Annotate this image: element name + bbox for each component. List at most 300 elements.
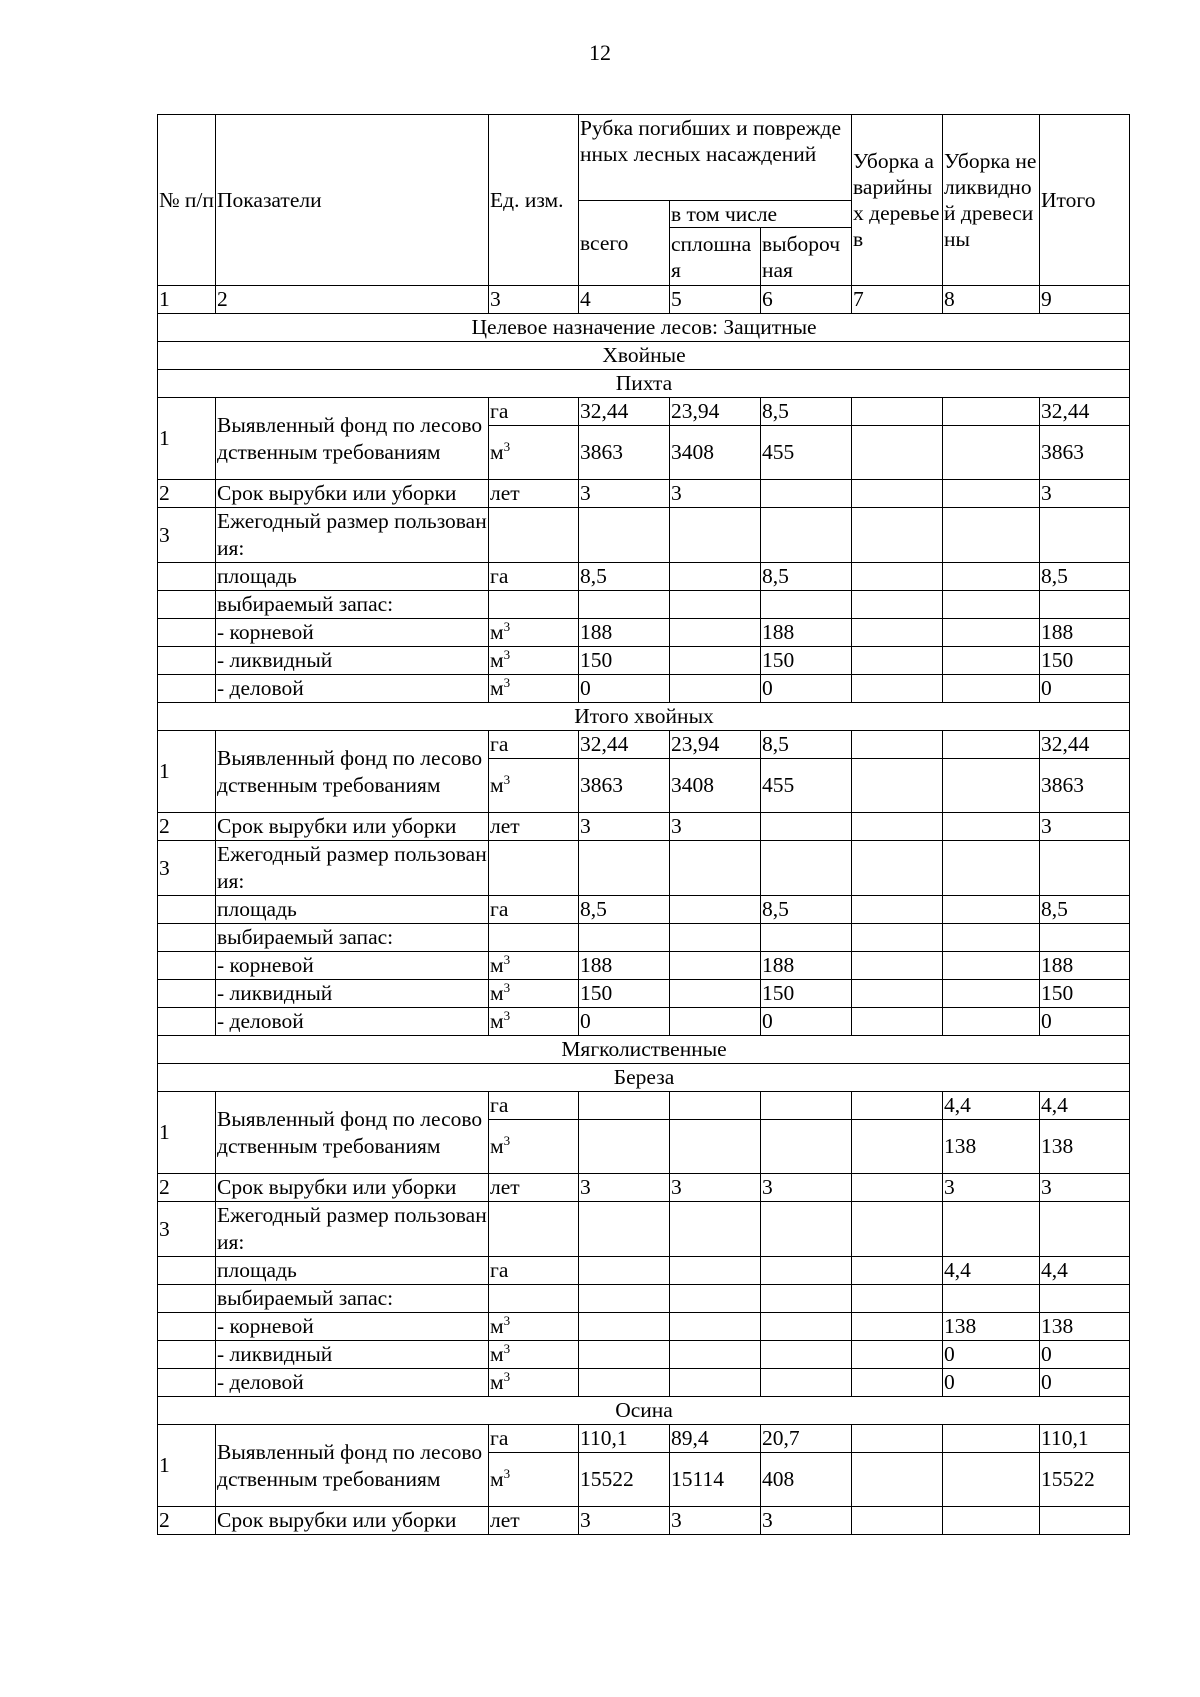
table-row: [158, 480, 1130, 508]
table-row: [158, 619, 1130, 647]
value-cell: [670, 896, 761, 924]
row-number: 3: [158, 508, 216, 563]
value-cell: [943, 813, 1040, 841]
value-cell: [670, 1341, 761, 1369]
empty-cell: [1040, 924, 1130, 952]
value-cell: [943, 1507, 1040, 1535]
empty-cell: [489, 1202, 579, 1257]
row-number: 1: [158, 1425, 216, 1507]
section-title: Мягколиственные: [158, 1036, 1130, 1064]
value-cell: 4,4: [943, 1257, 1040, 1285]
unit-cell: [489, 1507, 579, 1535]
header-clear: сплошная: [670, 228, 761, 286]
indicator-label: площадь: [216, 1257, 489, 1285]
unit-cell: [489, 980, 579, 1008]
value-cell: [670, 952, 761, 980]
empty-cell: [1040, 841, 1130, 896]
value-cell: 0: [1040, 1008, 1130, 1036]
empty-cell: [579, 508, 670, 563]
value-cell: [943, 731, 1040, 759]
row-number: [158, 896, 216, 924]
empty-cell: [1040, 1285, 1130, 1313]
value-cell: [852, 980, 943, 1008]
value-cell: [852, 1507, 943, 1535]
indicator-label: Выявленный фонд по лесоводственным требованиям: [216, 398, 489, 480]
value-cell: 3863: [579, 426, 670, 480]
value-cell: 23,94: [670, 731, 761, 759]
unit-cell: [489, 952, 579, 980]
table-row: [158, 1425, 1130, 1453]
indicator-label: Срок вырубки или уборки: [216, 480, 489, 508]
table-row: [158, 841, 1130, 896]
row-number: [158, 591, 216, 619]
value-cell: 3: [761, 1507, 852, 1535]
value-cell: [943, 759, 1040, 813]
value-cell: [943, 398, 1040, 426]
value-cell: 0: [579, 675, 670, 703]
value-cell: [761, 480, 852, 508]
value-cell: 150: [579, 980, 670, 1008]
empty-cell: [579, 924, 670, 952]
value-cell: 0: [1040, 675, 1130, 703]
column-number: 3: [489, 286, 579, 314]
table-row: [158, 703, 1130, 731]
empty-cell: [489, 841, 579, 896]
empty-cell: [852, 508, 943, 563]
row-number: [158, 924, 216, 952]
value-cell: [852, 563, 943, 591]
indicator-label: - ликвидный: [216, 647, 489, 675]
table-row: [158, 398, 1130, 426]
column-number: 6: [761, 286, 852, 314]
indicator-label: выбираемый запас:: [216, 924, 489, 952]
empty-cell: [489, 924, 579, 952]
header-illiquid: Уборка неликвидной древесины: [943, 115, 1040, 286]
column-number: 2: [216, 286, 489, 314]
unit-exponent: 3: [503, 438, 511, 454]
indicator-label: Срок вырубки или уборки: [216, 1174, 489, 1202]
value-cell: [670, 1120, 761, 1174]
value-cell: [852, 426, 943, 480]
table-row: [158, 1202, 1130, 1257]
unit-cell: [489, 480, 579, 508]
unit-exponent: 3: [503, 771, 511, 787]
indicator-label: выбираемый запас:: [216, 591, 489, 619]
value-cell: 4,4: [943, 1092, 1040, 1120]
indicator-label: - корневой: [216, 619, 489, 647]
row-number: [158, 1313, 216, 1341]
empty-cell: [943, 1285, 1040, 1313]
table-row: [158, 1369, 1130, 1397]
value-cell: [761, 1257, 852, 1285]
value-cell: [670, 1008, 761, 1036]
table-row: [158, 563, 1130, 591]
value-cell: [852, 952, 943, 980]
value-cell: 138: [943, 1313, 1040, 1341]
row-number: [158, 619, 216, 647]
value-cell: 3863: [579, 759, 670, 813]
empty-cell: [579, 1202, 670, 1257]
unit-label: лет: [490, 1508, 520, 1532]
value-cell: [579, 1120, 670, 1174]
value-cell: [943, 647, 1040, 675]
indicator-label: Срок вырубки или уборки: [216, 813, 489, 841]
value-cell: 3: [670, 813, 761, 841]
table-row: [158, 813, 1130, 841]
value-cell: 188: [579, 952, 670, 980]
column-number: 4: [579, 286, 670, 314]
value-cell: [852, 1453, 943, 1507]
indicator-label: - корневой: [216, 1313, 489, 1341]
value-cell: [852, 398, 943, 426]
empty-cell: [489, 591, 579, 619]
value-cell: [852, 619, 943, 647]
value-cell: [761, 1092, 852, 1120]
value-cell: [852, 480, 943, 508]
value-cell: [579, 1341, 670, 1369]
value-cell: [852, 1369, 943, 1397]
unit-cell: [489, 1257, 579, 1285]
row-number: 2: [158, 1507, 216, 1535]
unit-cell: [489, 1453, 579, 1507]
unit-exponent: 3: [503, 979, 511, 995]
table-row: [158, 980, 1130, 1008]
value-cell: 0: [579, 1008, 670, 1036]
unit-exponent: 3: [503, 1340, 511, 1356]
value-cell: 32,44: [579, 398, 670, 426]
value-cell: [761, 813, 852, 841]
value-cell: 408: [761, 1453, 852, 1507]
unit-exponent: 3: [503, 1368, 511, 1384]
empty-cell: [579, 841, 670, 896]
value-cell: 20,7: [761, 1425, 852, 1453]
unit-cell: [489, 1092, 579, 1120]
indicator-label: площадь: [216, 563, 489, 591]
value-cell: [943, 1425, 1040, 1453]
value-cell: [852, 1092, 943, 1120]
value-cell: 3: [670, 1507, 761, 1535]
empty-cell: [670, 1202, 761, 1257]
value-cell: 15522: [579, 1453, 670, 1507]
empty-cell: [670, 1285, 761, 1313]
empty-cell: [943, 841, 1040, 896]
value-cell: 8,5: [761, 896, 852, 924]
table-row: [158, 1341, 1130, 1369]
unit-cell: [489, 813, 579, 841]
row-number: [158, 1257, 216, 1285]
value-cell: [943, 952, 1040, 980]
value-cell: 0: [1040, 1341, 1130, 1369]
table-row: [158, 1008, 1130, 1036]
value-cell: 138: [1040, 1313, 1130, 1341]
value-cell: 3: [1040, 813, 1130, 841]
unit-cell: [489, 896, 579, 924]
unit-label: м: [490, 981, 504, 1005]
value-cell: 110,1: [1040, 1425, 1130, 1453]
table-row: [158, 1064, 1130, 1092]
value-cell: 188: [1040, 619, 1130, 647]
unit-label: га: [490, 1258, 509, 1282]
unit-cell: [489, 563, 579, 591]
unit-label: га: [490, 1426, 509, 1450]
value-cell: 3: [579, 1507, 670, 1535]
indicator-label: - корневой: [216, 952, 489, 980]
value-cell: [579, 1092, 670, 1120]
unit-exponent: 3: [503, 618, 511, 634]
table-row: [158, 1507, 1130, 1535]
section-title: Осина: [158, 1397, 1130, 1425]
value-cell: 455: [761, 759, 852, 813]
unit-label: лет: [490, 1175, 520, 1199]
unit-cell: [489, 1369, 579, 1397]
value-cell: 3: [670, 480, 761, 508]
row-number: 2: [158, 480, 216, 508]
row-number: [158, 952, 216, 980]
empty-cell: [579, 1285, 670, 1313]
empty-cell: [761, 1285, 852, 1313]
section-title: Итого хвойных: [158, 703, 1130, 731]
indicator-label: Ежегодный размер пользования:: [216, 508, 489, 563]
value-cell: 188: [761, 619, 852, 647]
row-number: 3: [158, 841, 216, 896]
table-row: [158, 731, 1130, 759]
value-cell: [761, 1120, 852, 1174]
value-cell: 32,44: [1040, 398, 1130, 426]
unit-exponent: 3: [503, 1312, 511, 1328]
empty-cell: [761, 508, 852, 563]
empty-cell: [852, 591, 943, 619]
empty-cell: [852, 1285, 943, 1313]
unit-label: м: [490, 1467, 504, 1491]
value-cell: 8,5: [579, 563, 670, 591]
unit-label: м: [490, 676, 504, 700]
header-selective: выборочная: [761, 228, 852, 286]
value-cell: 8,5: [761, 731, 852, 759]
value-cell: 188: [1040, 952, 1130, 980]
value-cell: [670, 647, 761, 675]
value-cell: 150: [1040, 647, 1130, 675]
empty-cell: [943, 508, 1040, 563]
unit-label: га: [490, 732, 509, 756]
value-cell: 110,1: [579, 1425, 670, 1453]
unit-cell: [489, 1008, 579, 1036]
column-number: 1: [158, 286, 216, 314]
header-unit: Ед. изм.: [489, 115, 579, 286]
unit-label: га: [490, 1093, 509, 1117]
unit-cell: [489, 398, 579, 426]
indicator-label: Выявленный фонд по лесоводственным требованиям: [216, 1092, 489, 1174]
table-row: [158, 314, 1130, 342]
value-cell: [943, 563, 1040, 591]
value-cell: [852, 647, 943, 675]
value-cell: [943, 896, 1040, 924]
value-cell: [852, 1257, 943, 1285]
empty-cell: [579, 591, 670, 619]
section-title: Береза: [158, 1064, 1130, 1092]
empty-cell: [489, 508, 579, 563]
column-number: 8: [943, 286, 1040, 314]
value-cell: 188: [579, 619, 670, 647]
unit-label: м: [490, 953, 504, 977]
indicator-label: Ежегодный размер пользования:: [216, 841, 489, 896]
value-cell: 8,5: [761, 563, 852, 591]
value-cell: [943, 675, 1040, 703]
empty-cell: [761, 841, 852, 896]
table-row: [158, 1036, 1130, 1064]
value-cell: 0: [943, 1341, 1040, 1369]
value-cell: 3: [943, 1174, 1040, 1202]
value-cell: 4,4: [1040, 1257, 1130, 1285]
value-cell: [852, 731, 943, 759]
unit-cell: [489, 1341, 579, 1369]
unit-exponent: 3: [503, 1465, 511, 1481]
empty-cell: [670, 841, 761, 896]
unit-label: лет: [490, 481, 520, 505]
value-cell: 3: [1040, 480, 1130, 508]
value-cell: 3408: [670, 426, 761, 480]
value-cell: [579, 1313, 670, 1341]
unit-exponent: 3: [503, 1132, 511, 1148]
empty-cell: [943, 591, 1040, 619]
indicator-label: - деловой: [216, 1008, 489, 1036]
header-num: № п/п: [158, 115, 216, 286]
header-total-felling: всего: [579, 201, 670, 286]
indicator-label: Выявленный фонд по лесоводственным требованиям: [216, 1425, 489, 1507]
table-row: [158, 1092, 1130, 1120]
value-cell: 3: [761, 1174, 852, 1202]
row-number: [158, 980, 216, 1008]
value-cell: [943, 1453, 1040, 1507]
table-row: [158, 591, 1130, 619]
value-cell: [852, 1120, 943, 1174]
value-cell: [670, 1092, 761, 1120]
header-emergency: Уборка аварийных деревьев: [852, 115, 943, 286]
unit-cell: [489, 647, 579, 675]
column-number: 7: [852, 286, 943, 314]
table-row: [158, 1174, 1130, 1202]
indicator-label: выбираемый запас:: [216, 1285, 489, 1313]
indicator-label: - деловой: [216, 675, 489, 703]
value-cell: [761, 1313, 852, 1341]
empty-cell: [943, 924, 1040, 952]
value-cell: 3: [579, 1174, 670, 1202]
empty-cell: [761, 924, 852, 952]
unit-cell: [489, 619, 579, 647]
unit-exponent: 3: [503, 646, 511, 662]
header-felling: Рубка погибших и поврежденных лесных насаждений: [579, 115, 852, 201]
table-row: [158, 1257, 1130, 1285]
value-cell: [943, 480, 1040, 508]
unit-label: лет: [490, 814, 520, 838]
unit-label: м: [490, 440, 504, 464]
value-cell: 0: [943, 1369, 1040, 1397]
unit-cell: [489, 759, 579, 813]
row-number: [158, 647, 216, 675]
value-cell: 150: [761, 980, 852, 1008]
value-cell: [670, 619, 761, 647]
value-cell: [852, 1341, 943, 1369]
column-number: 9: [1040, 286, 1130, 314]
value-cell: 3408: [670, 759, 761, 813]
indicator-label: Ежегодный размер пользования:: [216, 1202, 489, 1257]
indicator-label: - ликвидный: [216, 1341, 489, 1369]
table-row: [158, 342, 1130, 370]
table-row: [158, 1313, 1130, 1341]
row-number: 1: [158, 1092, 216, 1174]
unit-label: м: [490, 648, 504, 672]
indicator-label: - ликвидный: [216, 980, 489, 1008]
value-cell: [579, 1257, 670, 1285]
row-number: [158, 1285, 216, 1313]
unit-exponent: 3: [503, 951, 511, 967]
value-cell: [670, 980, 761, 1008]
table-row: [158, 896, 1130, 924]
unit-cell: [489, 731, 579, 759]
empty-cell: [761, 591, 852, 619]
empty-cell: [489, 1285, 579, 1313]
section-title: Пихта: [158, 370, 1130, 398]
row-number: 2: [158, 813, 216, 841]
row-number: [158, 675, 216, 703]
indicator-label: площадь: [216, 896, 489, 924]
unit-exponent: 3: [503, 1007, 511, 1023]
value-cell: 8,5: [579, 896, 670, 924]
header-including: в том числе: [670, 201, 852, 228]
unit-label: га: [490, 897, 509, 921]
page-number: 12: [589, 40, 611, 65]
indicator-label: - деловой: [216, 1369, 489, 1397]
value-cell: 0: [761, 675, 852, 703]
value-cell: [579, 1369, 670, 1397]
value-cell: 3863: [1040, 759, 1130, 813]
value-cell: 15522: [1040, 1453, 1130, 1507]
value-cell: [943, 980, 1040, 1008]
indicator-label: Выявленный фонд по лесоводственным требованиям: [216, 731, 489, 813]
table-row: [158, 286, 1130, 314]
row-number: [158, 1369, 216, 1397]
value-cell: [852, 813, 943, 841]
empty-cell: [852, 1202, 943, 1257]
value-cell: 8,5: [761, 398, 852, 426]
value-cell: [943, 619, 1040, 647]
value-cell: 8,5: [1040, 563, 1130, 591]
value-cell: 15114: [670, 1453, 761, 1507]
unit-exponent: 3: [503, 674, 511, 690]
empty-cell: [1040, 508, 1130, 563]
unit-cell: [489, 675, 579, 703]
value-cell: 0: [761, 1008, 852, 1036]
value-cell: 150: [1040, 980, 1130, 1008]
unit-cell: [489, 1313, 579, 1341]
unit-cell: [489, 1174, 579, 1202]
value-cell: 3: [579, 813, 670, 841]
value-cell: 32,44: [1040, 731, 1130, 759]
value-cell: 138: [1040, 1120, 1130, 1174]
row-number: 1: [158, 731, 216, 813]
column-number: 5: [670, 286, 761, 314]
value-cell: 8,5: [1040, 896, 1130, 924]
row-number: 3: [158, 1202, 216, 1257]
value-cell: [852, 1008, 943, 1036]
value-cell: [670, 675, 761, 703]
table-row: [158, 952, 1130, 980]
value-cell: 3: [579, 480, 670, 508]
table-row: [158, 647, 1130, 675]
row-number: 1: [158, 398, 216, 480]
value-cell: 188: [761, 952, 852, 980]
value-cell: [670, 1257, 761, 1285]
row-number: 2: [158, 1174, 216, 1202]
